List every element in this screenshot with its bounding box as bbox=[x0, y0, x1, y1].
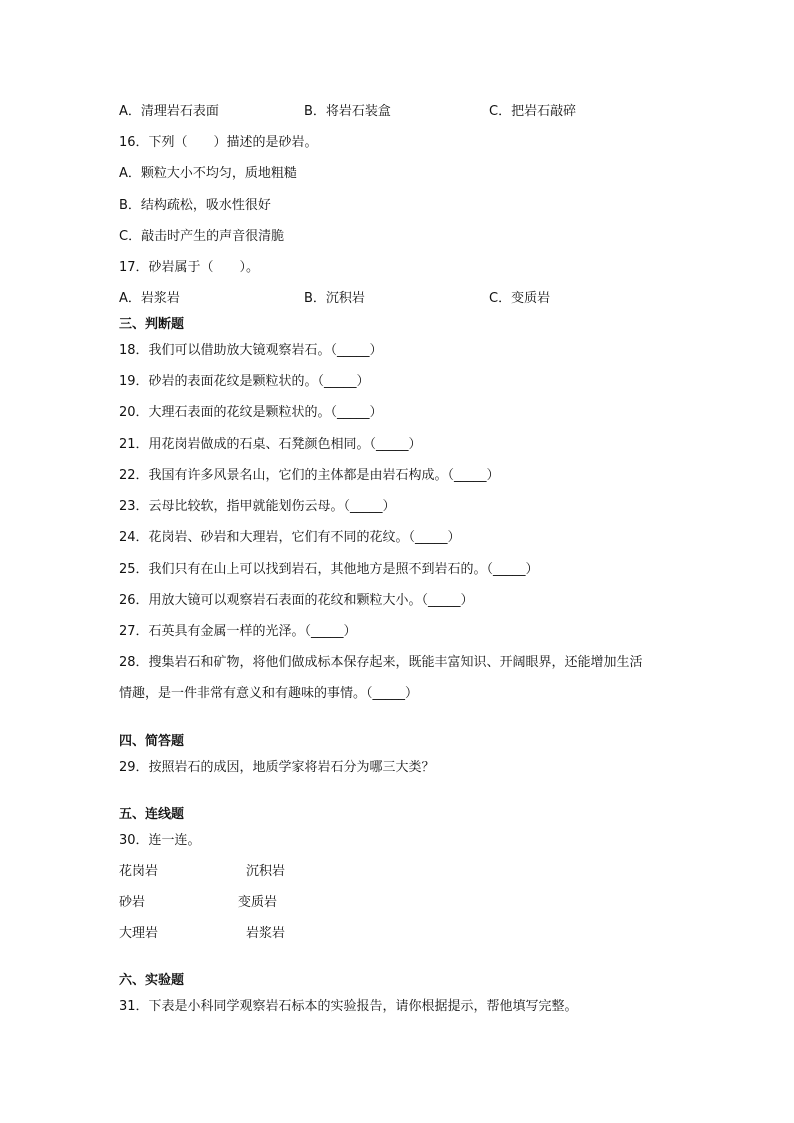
q17-stem: 17．砂岩属于（ ）。 bbox=[119, 260, 260, 275]
q15-option-a: A．清理岩石表面 bbox=[119, 104, 219, 119]
q16-option-b: B．结构疏松，吸水性很好 bbox=[119, 198, 271, 213]
q16-option-c: C．敲击时产生的声音很清脆 bbox=[119, 229, 285, 244]
q17-option-a: A．岩浆岩 bbox=[119, 291, 180, 306]
q23: 23．云母比较软，指甲就能划伤云母。（_____） bbox=[119, 499, 396, 514]
q16-stem: 16．下列（ ）描述的是砂岩。 bbox=[119, 135, 318, 150]
q25: 25．我们只有在山上可以找到岩石，其他地方是照不到岩石的。（_____） bbox=[119, 562, 539, 577]
q28-line-2: 情趣，是一件非常有意义和有趣味的事情。（_____） bbox=[119, 686, 419, 701]
q27: 27．石英具有金属一样的光泽。（_____） bbox=[119, 624, 357, 639]
section-4-title: 四、简答题 bbox=[119, 734, 185, 749]
q18: 18．我们可以借助放大镜观察岩石。（_____） bbox=[119, 343, 383, 358]
matching-right-item: 岩浆岩 bbox=[246, 926, 286, 941]
q26: 26．用放大镜可以观察岩石表面的花纹和颗粒大小。（_____） bbox=[119, 593, 474, 608]
q22: 22．我国有许多风景名山，它们的主体都是由岩石构成。（_____） bbox=[119, 468, 500, 483]
matching-right-item: 变质岩 bbox=[238, 895, 278, 910]
q20: 20．大理石表面的花纹是颗粒状的。（_____） bbox=[119, 405, 383, 420]
q29: 29．按照岩石的成因，地质学家将岩石分为哪三大类？ bbox=[119, 760, 435, 775]
matching-left-item: 大理岩 bbox=[119, 926, 159, 941]
q15-option-b: B．将岩石装盒 bbox=[304, 104, 391, 119]
matching-right-item: 沉积岩 bbox=[246, 864, 286, 879]
q31: 31．下表是小科同学观察岩石标本的实验报告，请你根据提示，帮他填写完整。 bbox=[119, 999, 578, 1014]
q16-option-a: A．颗粒大小不均匀，质地粗糙 bbox=[119, 166, 297, 181]
q15-option-c: C．把岩石敲碎 bbox=[489, 104, 577, 119]
matching-left-item: 花岗岩 bbox=[119, 864, 159, 879]
q21: 21．用花岗岩做成的石桌、石凳颜色相同。（_____） bbox=[119, 437, 422, 452]
q19: 19．砂岩的表面花纹是颗粒状的。（_____） bbox=[119, 374, 370, 389]
section-6-title: 六、实验题 bbox=[119, 973, 185, 988]
q17-option-c: C．变质岩 bbox=[489, 291, 551, 306]
matching-left-item: 砂岩 bbox=[119, 895, 146, 910]
q17-option-b: B．沉积岩 bbox=[304, 291, 365, 306]
q28-line-1: 28．搜集岩石和矿物，将他们做成标本保存起来，既能丰富知识、开阔眼界，还能增加生活 bbox=[119, 655, 643, 670]
section-5-title: 五、连线题 bbox=[119, 807, 185, 822]
q30: 30．连一连。 bbox=[119, 833, 201, 848]
q24: 24．花岗岩、砂岩和大理岩，它们有不同的花纹。（_____） bbox=[119, 530, 461, 545]
section-3-title: 三、判断题 bbox=[119, 317, 185, 332]
